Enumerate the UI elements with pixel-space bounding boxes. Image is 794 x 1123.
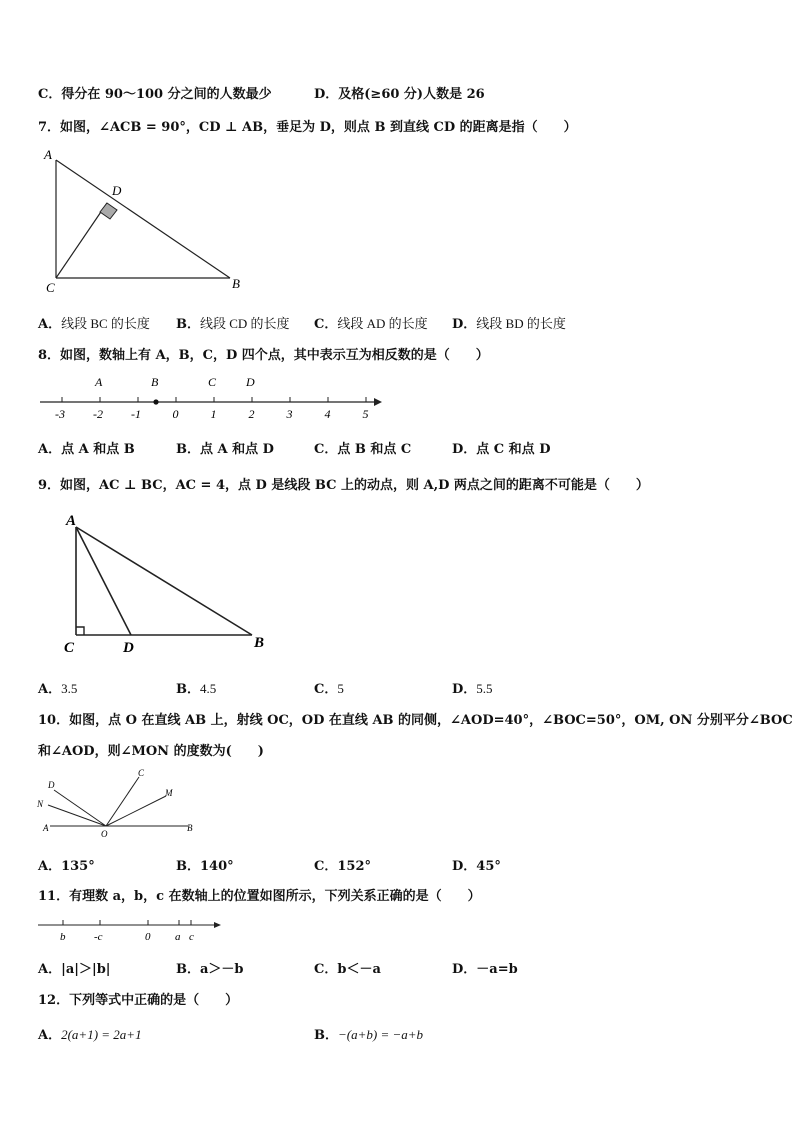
q8-label-d: D bbox=[246, 375, 255, 389]
q8-tick-label: 2 bbox=[248, 407, 255, 421]
q8-option-a[interactable]: A．点 A 和点 B bbox=[38, 442, 135, 457]
q10-stem-line1: 10．如图，点 O 在直线 AB 上，射线 OC，OD 在直线 AB 的同侧，∠AOD=40°，∠BOC=50°，OM, ON 分别平分∠BOC bbox=[38, 713, 793, 728]
q11-label-b: b bbox=[60, 931, 66, 943]
q7-figure bbox=[40, 145, 250, 295]
q7-option-b[interactable]: B．线段 CD 的长度 bbox=[176, 316, 290, 332]
q11-option-b[interactable]: B．a＞－b bbox=[176, 962, 244, 977]
q10-label-n: N bbox=[37, 799, 44, 809]
q11-option-c[interactable]: C．b＜－a bbox=[314, 962, 381, 977]
q9-option-c[interactable]: C．5 bbox=[314, 681, 344, 697]
q8-option-b[interactable]: B．点 A 和点 D bbox=[176, 442, 274, 457]
q10-figure bbox=[34, 766, 209, 838]
q7-option-a[interactable]: A．线段 BC 的长度 bbox=[38, 316, 150, 332]
q7-stem: 7．如图，∠ACB = 90°，CD ⊥ AB，垂足为 D，则点 B 到直线 CD 的距离是指（ ） bbox=[38, 120, 577, 135]
q7-label-b: B bbox=[232, 276, 240, 291]
q9-figure bbox=[60, 510, 275, 660]
q7-label-a: A bbox=[44, 147, 52, 162]
q8-label-c: C bbox=[208, 375, 217, 389]
prev-option-d: D．及格(≥60 分)人数是 26 bbox=[314, 87, 485, 102]
q8-option-d[interactable]: D．点 C 和点 D bbox=[452, 442, 551, 457]
q7-option-d[interactable]: D．线段 BD 的长度 bbox=[452, 316, 566, 332]
q8-tick-label: -3 bbox=[55, 407, 65, 421]
q8-tick-label: -2 bbox=[93, 407, 103, 421]
q8-tick-label: 1 bbox=[210, 407, 217, 421]
q12-option-a[interactable]: A．2(a+1) = 2a+1 bbox=[38, 1027, 142, 1043]
q8-tick-label: 4 bbox=[324, 407, 331, 421]
q9-label-c: C bbox=[64, 640, 75, 656]
q8-label-a: A bbox=[95, 375, 103, 389]
q9-label-b: B bbox=[254, 635, 265, 651]
q8-option-c[interactable]: C．点 B 和点 C bbox=[314, 442, 412, 457]
q10-label-a: A bbox=[43, 823, 49, 833]
q12-stem: 12．下列等式中正确的是（ ） bbox=[38, 993, 239, 1008]
q8-number-line bbox=[40, 372, 390, 422]
q7-label-c: C bbox=[46, 280, 55, 295]
q10-option-a[interactable]: A．135° bbox=[38, 859, 95, 874]
q10-label-b: B bbox=[187, 823, 193, 833]
q11-label-c: c bbox=[189, 931, 194, 943]
q11-label-zero: 0 bbox=[145, 931, 151, 943]
q8-point-b-dot bbox=[153, 399, 158, 404]
prev-option-c: C．得分在 90～100 分之间的人数最少 bbox=[38, 87, 272, 102]
q7-label-d: D bbox=[112, 183, 122, 198]
q8-tick-label: -1 bbox=[131, 407, 141, 421]
q9-label-a: A bbox=[66, 513, 77, 529]
q8-tick-label: 0 bbox=[172, 407, 179, 421]
q11-label-neg-c: -c bbox=[94, 931, 103, 943]
q9-option-b[interactable]: B．4.5 bbox=[176, 681, 217, 697]
q10-stem-line2: 和∠AOD，则∠MON 的度数为( ) bbox=[38, 744, 264, 759]
q10-option-c[interactable]: C．152° bbox=[314, 859, 371, 874]
q9-option-a[interactable]: A．3.5 bbox=[38, 681, 78, 697]
q11-option-a[interactable]: A．|a|＞|b| bbox=[38, 962, 111, 977]
q10-option-b[interactable]: B．140° bbox=[176, 859, 234, 874]
q10-label-m: M bbox=[165, 788, 173, 798]
q10-option-d[interactable]: D．45° bbox=[452, 859, 501, 874]
q8-tick-label: 5 bbox=[362, 407, 369, 421]
q9-option-d[interactable]: D．5.5 bbox=[452, 681, 493, 697]
q8-label-b: B bbox=[151, 375, 159, 389]
q12-option-b[interactable]: B．−(a+b) = −a+b bbox=[314, 1027, 424, 1043]
q11-option-d[interactable]: D．－a=b bbox=[452, 962, 518, 977]
q7-option-c[interactable]: C．线段 AD 的长度 bbox=[314, 316, 428, 332]
q11-number-line bbox=[38, 912, 228, 948]
q11-stem: 11．有理数 a，b，c 在数轴上的位置如图所示，下列关系正确的是（ ） bbox=[38, 889, 481, 904]
q8-stem: 8．如图，数轴上有 A，B，C，D 四个点，其中表示互为相反数的是（ ） bbox=[38, 348, 489, 363]
q8-tick-label: 3 bbox=[286, 407, 293, 421]
q9-stem: 9．如图，AC ⊥ BC，AC = 4，点 D 是线段 BC 上的动点，则 A,D 两点之间的距离不可能是（ ） bbox=[38, 478, 649, 493]
q9-label-d: D bbox=[123, 640, 134, 656]
q10-label-c: C bbox=[138, 768, 145, 778]
q10-label-o: O bbox=[101, 829, 108, 839]
q10-label-d: D bbox=[48, 780, 55, 790]
q11-label-a: a bbox=[175, 931, 181, 943]
